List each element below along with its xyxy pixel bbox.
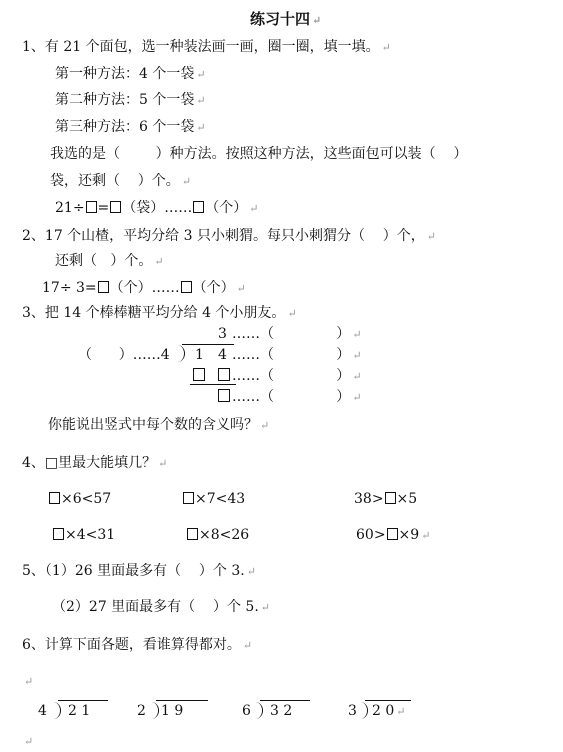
answer-box[interactable]: [218, 389, 230, 402]
q4-item-d: ×4<31: [52, 526, 115, 544]
answer-box[interactable]: [193, 368, 205, 381]
q5-part-2: （2）27 里面最多有（ ）个 5. ↵: [52, 599, 270, 615]
page-title: 练习十四 ↵: [250, 10, 322, 28]
d4-divisor: 3: [348, 703, 357, 719]
q1-method-2: 第二种方法：5 个一袋 ↵: [55, 92, 206, 108]
q3-divisor-label: （ ）……4: [78, 347, 170, 363]
answer-box[interactable]: [181, 281, 192, 293]
answer-box[interactable]: [110, 201, 121, 213]
d1-dividend: 2 1: [68, 703, 91, 719]
q3-dividend-digit: 4: [218, 347, 227, 363]
division-bar: [156, 700, 208, 701]
answer-box[interactable]: [387, 528, 398, 540]
q4-item-c: 38> ×5: [354, 491, 418, 507]
d3-dividend: 3 2: [270, 703, 293, 719]
q3-annotation-2: ……（ ） ↵: [232, 347, 362, 363]
long-division-bracket: [176, 345, 185, 362]
q1-prompt: 1、有 21 个面包，选一种装法画一画，圈一圈，填一填。 ↵: [22, 39, 391, 55]
q2-prompt: 2、17 个山楂，平均分给 3 只小刺猬。每只小刺猬分（ ）个， ↵: [22, 228, 436, 244]
q4-item-b: ×7<43: [182, 490, 245, 508]
division-bracket: [359, 702, 368, 719]
q4-item-f: 60> ×9 ↵: [356, 527, 431, 543]
q1-bags-line: 袋，还剩（ ）个。 ↵: [50, 173, 192, 189]
d2-divisor: 2: [137, 703, 146, 719]
division-bar: [260, 700, 310, 701]
answer-box[interactable]: [218, 368, 230, 381]
q5-part-1: 5、（1）26 里面最多有（ ）个 3. ↵: [22, 563, 256, 579]
q4-item-a: ×6<57: [48, 490, 111, 508]
answer-box[interactable]: [49, 492, 60, 504]
q4-prompt: 4、□里最大能填几？ ↵: [22, 455, 168, 471]
answer-box[interactable]: [86, 201, 97, 213]
answer-box[interactable]: [193, 201, 204, 213]
q1-method-1: 第一种方法：4 个一袋 ↵: [55, 66, 206, 82]
paragraph-mark: ↵: [24, 675, 34, 688]
d4-dividend: 2 0 ↵: [372, 703, 406, 719]
d3-divisor: 6: [242, 703, 251, 719]
q3-annotation-4: ……（ ） ↵: [232, 389, 362, 405]
answer-box[interactable]: [98, 281, 109, 293]
q3-quotient: 3: [218, 326, 227, 342]
q2-equation: 17÷ 3= （个）…… （个） ↵: [42, 280, 246, 296]
q2-remainder-line: 还剩（ ）个。 ↵: [55, 253, 164, 269]
q6-prompt: 6、计算下面各题，看谁算得都对。 ↵: [22, 637, 253, 653]
division-bracket: [52, 702, 61, 719]
q1-method-3: 第三种方法：6 个一袋 ↵: [55, 119, 206, 135]
division-bracket: [150, 702, 159, 719]
q4-item-e: ×8<26: [186, 526, 249, 544]
q1-equation: 21÷ = （袋）…… （个） ↵: [55, 200, 259, 216]
d2-dividend: 1 9: [161, 703, 184, 719]
q3-dividend-digit: 1: [195, 347, 204, 363]
paragraph-mark: ↵: [24, 735, 34, 748]
q1-choice-line: 我选的是（ ）种方法。按照这种方法，这些面包可以装（ ）: [50, 146, 468, 162]
answer-box[interactable]: [187, 528, 198, 540]
division-bar: [58, 700, 108, 701]
division-bracket: [254, 702, 263, 719]
q3-annotation-1: ……（ ） ↵: [232, 326, 362, 342]
answer-box[interactable]: [385, 492, 396, 504]
d1-divisor: 4: [38, 703, 47, 719]
q3-annotation-3: ……（ ） ↵: [232, 368, 362, 384]
subtraction-line: [190, 384, 236, 385]
long-division-bar: [182, 344, 234, 345]
q3-question: 你能说出竖式中每个数的含义吗？ ↵: [48, 417, 270, 433]
answer-box[interactable]: [183, 492, 194, 504]
q3-prompt: 3、把 14 个棒棒糖平均分给 4 个小朋友。 ↵: [22, 305, 297, 321]
division-bar: [365, 700, 411, 701]
answer-box[interactable]: [53, 528, 64, 540]
